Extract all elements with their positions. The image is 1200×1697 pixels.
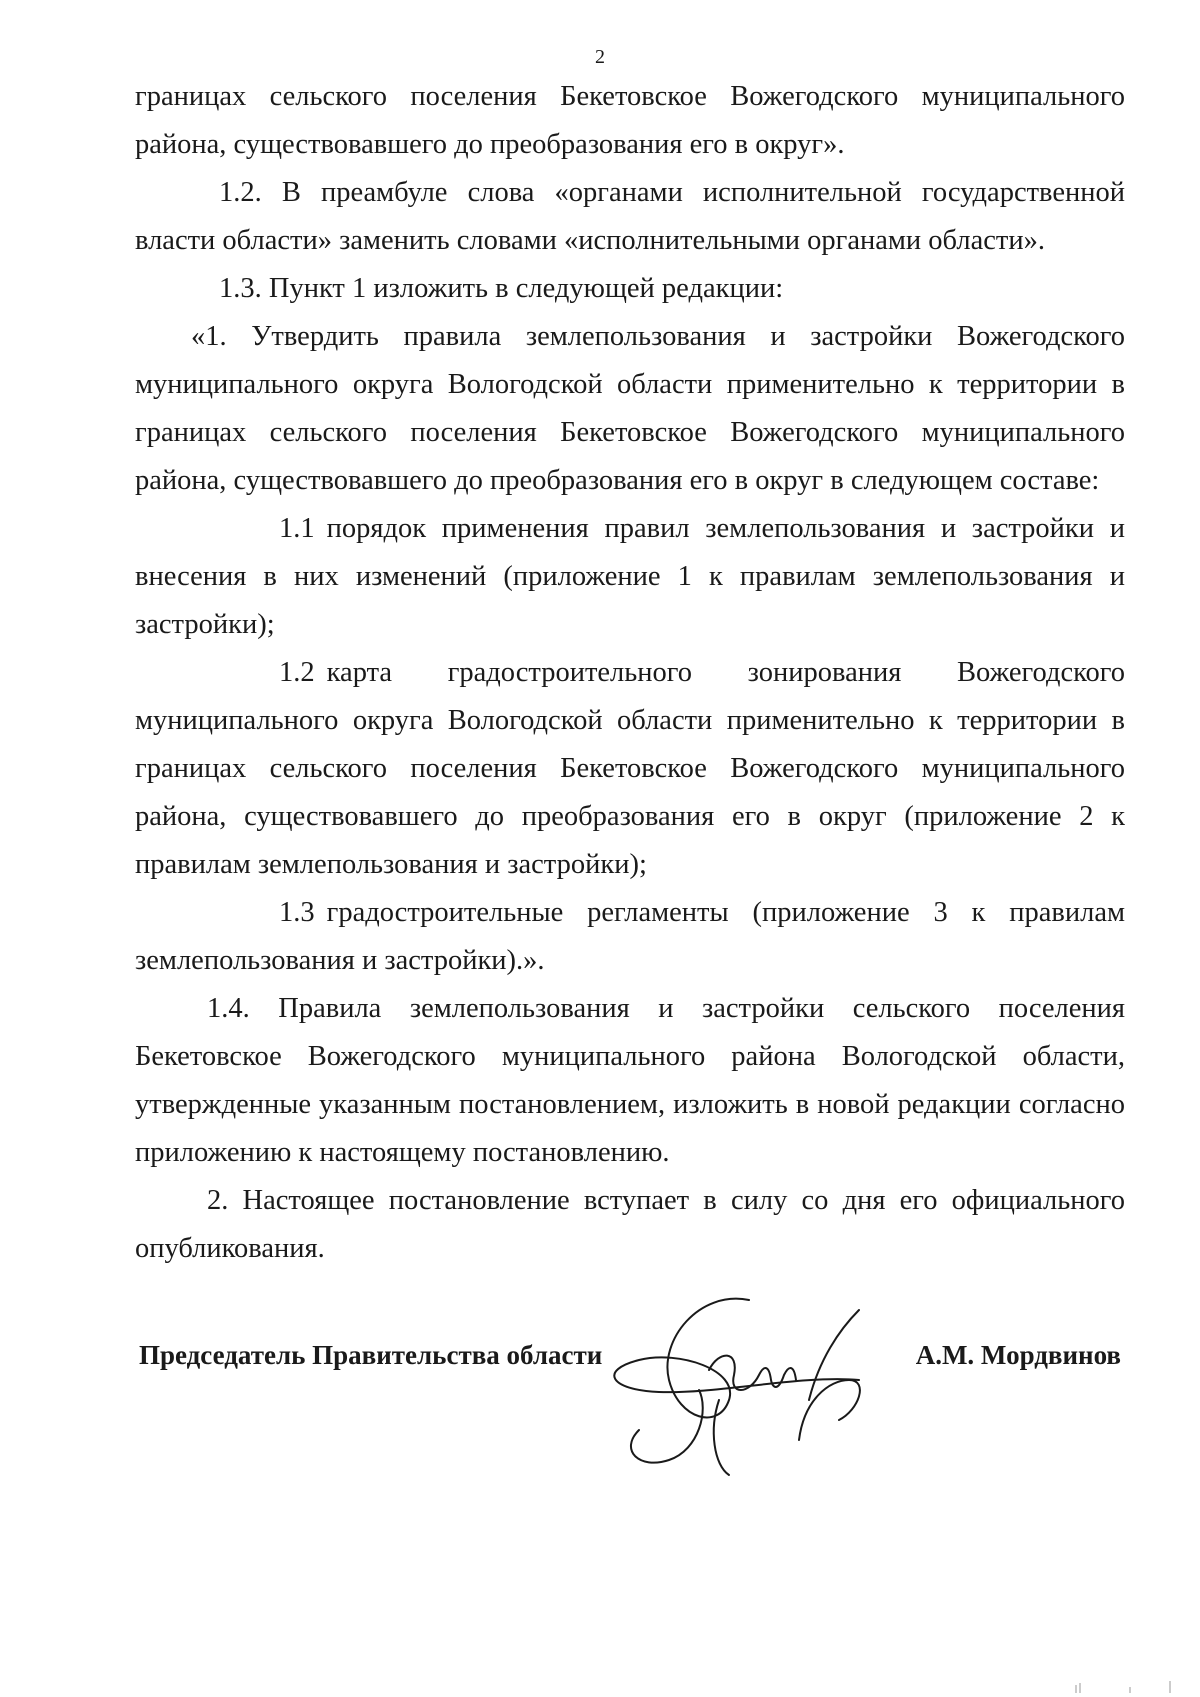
page-number: 2 — [595, 46, 605, 68]
paragraph-1-4: 1.4. Правила землепользования и застройки сельского поселения Бекетовское Вожегодского муниципального района Вологодской области, утвержденные указанным постановлением, изложить в новой редакции согласно приложению к настоящему постановлению. — [135, 993, 1125, 1168]
handwritten-signature — [599, 1280, 919, 1480]
paragraph-2: 2. Настоящее постановление вступает в силу со дня его официального опубликования. — [135, 1185, 1125, 1264]
document-body — [135, 73, 1125, 1273]
item-number: 1.2 — [279, 657, 315, 688]
item-number: 1.1 — [279, 513, 315, 544]
item-text: карта градостроительного зонирования Вожегодского муниципального округа Вологодской области применительно к территории в границах сельского поселения Бекетовское Вожегодского муниципального района, существовавшего до преобразования его в округ (приложение 2 к правилам землепользования и застройки); — [135, 657, 1125, 880]
signature-block — [139, 1340, 1129, 1460]
item-text: порядок применения правил землепользования и застройки и внесения в них изменений (приложение 1 к правилам землепользования и застройки); — [135, 513, 1125, 640]
paragraph-1-2-map — [135, 649, 1125, 889]
paragraph-1-3-regulations — [135, 889, 1125, 985]
signatory-title: Председатель Правительства области — [139, 1340, 603, 1370]
signatory-name: А.М. Мордвинов — [915, 1340, 1121, 1370]
paragraph-1-2: 1.2. В преамбуле слова «органами исполнительной государственной власти области» заменить словами «исполнительными органами области». — [135, 177, 1125, 256]
paragraph-continuation: границах сельского поселения Бекетовское Вожегодского муниципального района, существовавшего до преобразования его в округ». — [135, 81, 1125, 160]
item-number: 1.3 — [279, 897, 315, 928]
scan-edge-marks — [1070, 1679, 1180, 1693]
paragraph-1-3: 1.3. Пункт 1 изложить в следующей редакции: — [219, 273, 784, 304]
item-text: градостроительные регламенты (приложение 3 к правилам землепользования и застройки).». — [135, 897, 1125, 976]
paragraph-point-1: «1. Утвердить правила землепользования и застройки Вожегодского муниципального округа Вологодской области применительно к территории в границах сельского поселения Бекетовское Вожегодского муниципального района, существовавшего до преобразования его в округ в следующем составе: — [135, 321, 1125, 496]
paragraph-1-1 — [135, 505, 1125, 649]
